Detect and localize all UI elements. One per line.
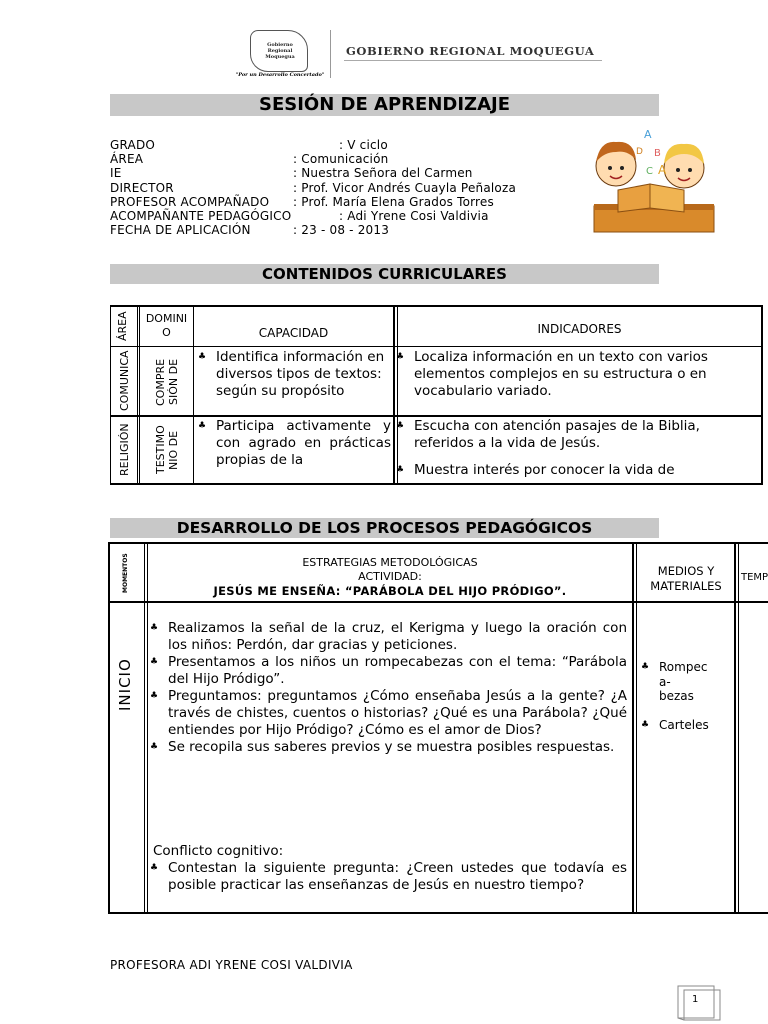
club-bullet-icon: ♣	[396, 352, 405, 362]
info-director-value: : Prof. Vicor Andrés Cuayla Peñaloza	[293, 181, 517, 195]
row2-indicadores: ♣ Escucha con atención pasajes de la Biblia, referidos a la vida de Jesús. ♣ Muestra interés por conocer la vida de	[396, 418, 700, 478]
header-title: GOBIERNO REGIONAL MOQUEGUA	[346, 44, 595, 58]
header-divider	[330, 30, 331, 78]
info-ie-label: IE	[110, 166, 122, 180]
info-grado-value: : V ciclo	[339, 138, 388, 152]
process-table	[108, 542, 768, 914]
row1-area: COMUNICA	[118, 350, 131, 412]
row2-dominio: TESTIMO NIO DE	[154, 425, 180, 475]
row2-capacidad: ♣ Participa activamente y con agrado en prácticas propias de la	[198, 418, 391, 468]
header-tiempo: TEMP	[741, 572, 768, 583]
club-bullet-icon: ♣	[150, 863, 159, 873]
row1-indicadores: ♣ Localiza información en un texto con varios elementos complejos en su estructura o en vocabulario variado.	[396, 349, 708, 399]
strategy-item: ♣ Preguntamos: preguntamos ¿Cómo enseñaba Jesús a la gente? ¿A través de chistes, cuentos o historias? ¿Qué es una Parábola? ¿Qué entiendes por Hijo Pródigo? ¿Cómo es el amor de Dios?	[150, 688, 627, 738]
page-number: 1	[692, 994, 699, 1005]
info-profesor-value: : Prof. María Elena Grados Torres	[293, 195, 494, 209]
header-actividad-label: ACTIVIDAD:	[358, 570, 422, 583]
svg-text:A: A	[644, 128, 652, 141]
conflict-label: Conflicto cognitivo:	[153, 843, 284, 859]
info-acompanante-value: : Adi Yrene Cosi Valdivia	[339, 209, 489, 223]
strategy-item: ♣ Presentamos a los niños un rompecabezas con el tema: “Parábola del Hijo Pródigo”.	[150, 654, 627, 687]
svg-text:A: A	[658, 163, 667, 177]
logo	[228, 28, 332, 80]
material-carteles: ♣ Carteles	[641, 718, 709, 732]
info-fecha-value: : 23 - 08 - 2013	[293, 223, 390, 237]
info-grado-label: GRADO	[110, 138, 156, 152]
row1-capacidad: ♣ Identifica información en diversos tipos de textos: según su propósito	[198, 349, 385, 399]
logo-text: Gobierno Regional Moquegua	[265, 42, 295, 60]
club-bullet-icon: ♣	[641, 662, 650, 672]
curriculum-table	[110, 305, 763, 485]
session-title: SESIÓN DE APRENDIZAJE	[110, 94, 659, 116]
header-underline	[344, 60, 602, 61]
header-estrategias: ESTRATEGIAS METODOLÓGICAS	[302, 556, 478, 569]
club-bullet-icon: ♣	[641, 720, 650, 730]
club-bullet-icon: ♣	[396, 421, 405, 431]
header-momentos: MOMENTOS	[122, 553, 129, 593]
contenidos-title: CONTENIDOS CURRICULARES	[110, 264, 659, 284]
header-actividad: JESÚS ME ENSEÑA: “PARÁBOLA DEL HIJO PRÓDIGO”.	[213, 584, 567, 598]
info-ie-value: : Nuestra Señora del Carmen	[293, 166, 473, 180]
info-fecha-label: FECHA DE APLICACIÓN	[110, 223, 251, 237]
page-number-badge	[676, 984, 722, 1022]
footer-teacher: PROFESORA ADI YRENE COSI VALDIVIA	[110, 958, 353, 972]
header-capacidad: CAPACIDAD	[258, 326, 329, 340]
info-acompanante-label: ACOMPAÑANTE PEDAGÓGICO	[110, 209, 292, 223]
club-bullet-icon: ♣	[150, 691, 159, 701]
procesos-title: DESARROLLO DE LOS PROCESOS PEDAGÓGICOS	[110, 518, 659, 538]
club-bullet-icon: ♣	[198, 352, 207, 362]
info-area-value: : Comunicación	[293, 152, 389, 166]
info-director-label: DIRECTOR	[110, 181, 174, 195]
club-bullet-icon: ♣	[150, 742, 159, 752]
strategies-list	[150, 620, 627, 756]
svg-text:C: C	[646, 166, 653, 177]
row2-area: RELIGIÓN	[118, 423, 131, 477]
material-rompecabezas: ♣ Rompec a- bezas	[641, 660, 708, 703]
children-reading-illustration	[588, 124, 722, 236]
header-dominio: DOMINI O	[145, 312, 188, 339]
strategy-item: ♣ Realizamos la señal de la cruz, el Kerigma y luego la oración con los niños: Perdón, dar gracias y peticiones.	[150, 620, 627, 653]
moment-inicio: INICIO	[116, 658, 134, 712]
club-bullet-icon: ♣	[150, 657, 159, 667]
conflict-item: ♣ Contestan la siguiente pregunta: ¿Creen ustedes que todavía es posible practicar las enseñanzas de Jesús en nuestro tiempo?	[150, 860, 627, 893]
svg-text:D: D	[636, 147, 643, 157]
club-bullet-icon: ♣	[150, 623, 159, 633]
club-bullet-icon: ♣	[396, 465, 405, 475]
strategy-item: ♣ Se recopila sus saberes previos y se muestra posibles respuestas.	[150, 739, 615, 755]
row1-dominio: COMPRE SIÓN DE	[154, 358, 180, 406]
header-area: ÁREA	[116, 311, 129, 341]
header-indicadores: INDICADORES	[537, 322, 622, 336]
header-medios: MEDIOS Y MATERIALES	[650, 564, 722, 593]
club-bullet-icon: ♣	[198, 421, 207, 431]
logo-motto: "Por un Desarrollo Concertado"	[235, 72, 325, 78]
info-profesor-label: PROFESOR ACOMPAÑADO	[110, 195, 270, 209]
info-area-label: ÁREA	[110, 152, 144, 166]
svg-text:B: B	[654, 148, 661, 159]
